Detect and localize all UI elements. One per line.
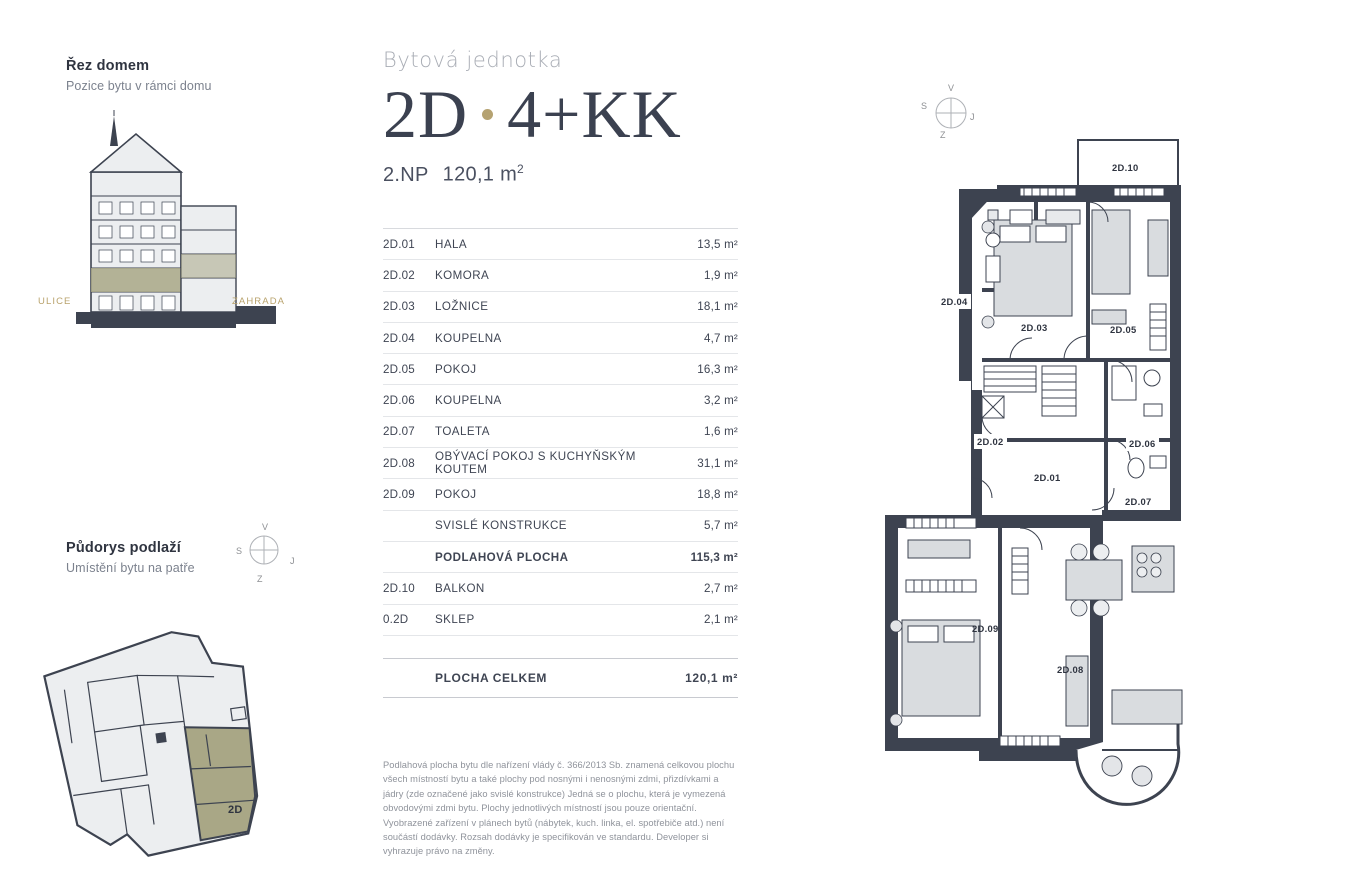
room-name: POKOJ	[435, 362, 477, 376]
room-name: POKOJ	[435, 488, 477, 502]
minimap-unit-label: 2D	[228, 804, 243, 816]
floorplan-title: Půdorys podlaží	[66, 540, 181, 556]
plan-label-2D08: 2D.08	[1057, 664, 1084, 675]
section-subtitle: Pozice bytu v rámci domu	[66, 79, 212, 93]
room-code: 2D.09	[383, 488, 415, 502]
room-name: SKLEP	[435, 613, 475, 627]
table-row	[383, 323, 738, 354]
compass-small-east: J	[290, 556, 295, 566]
unit-floor: 2.NP	[383, 163, 429, 186]
room-area: 1,6 m²	[703, 425, 738, 439]
building-section-drawing	[66, 110, 316, 360]
unit-header	[383, 48, 743, 187]
table-row	[383, 479, 738, 510]
compass-small-west: S	[236, 546, 243, 556]
table-row	[383, 448, 738, 479]
plan-label-2D04: 2D.04	[938, 294, 971, 309]
table-row	[383, 354, 738, 385]
plan-label-2D01: 2D.01	[1034, 472, 1061, 483]
compass-small-south: Z	[257, 574, 263, 584]
plan-label-2D10: 2D.10	[1112, 162, 1139, 173]
room-name: TOALETA	[435, 425, 490, 439]
room-name: HALA	[435, 237, 468, 251]
compass-large-west: S	[921, 101, 928, 111]
label-street: ULICE	[38, 296, 72, 307]
room-name: KOUPELNA	[435, 331, 502, 345]
table-row	[383, 229, 738, 260]
table-row	[383, 573, 738, 604]
table-row-total	[383, 658, 738, 698]
unit-subtitle	[383, 162, 743, 187]
section-heading-block	[66, 58, 316, 93]
room-code: 2D.07	[383, 425, 415, 439]
title-dot	[482, 109, 493, 120]
compass-large-east: J	[970, 112, 975, 122]
table-row	[383, 605, 738, 636]
room-code: 2D.08	[383, 456, 415, 470]
unit-layout: 4+KK	[507, 76, 682, 152]
room-name: KOMORA	[435, 268, 490, 282]
unit-area-unit: 2	[517, 162, 525, 176]
room-area: 13,5 m²	[697, 237, 738, 251]
plan-label-2D05: 2D.05	[1110, 324, 1137, 335]
room-name: LOŽNICE	[435, 300, 489, 314]
total-area: 120,1 m²	[685, 670, 738, 685]
room-area: 18,1 m²	[697, 300, 738, 314]
room-area: 5,7 m²	[703, 519, 738, 533]
header-eyebrow: Bytová jednotka	[383, 48, 563, 72]
plan-label-2D02: 2D.02	[974, 434, 1007, 449]
plan-label-2D07: 2D.07	[1122, 494, 1155, 509]
room-code: 2D.06	[383, 394, 415, 408]
room-table	[383, 228, 738, 698]
room-area: 4,7 m²	[703, 331, 738, 345]
table-row	[383, 417, 738, 448]
room-area: 18,8 m²	[697, 488, 738, 502]
room-area: 3,2 m²	[703, 394, 738, 408]
room-code: 2D.03	[383, 300, 415, 314]
table-row	[383, 292, 738, 323]
label-garden: ZAHRADA	[232, 296, 286, 307]
room-name: KOUPELNA	[435, 394, 502, 408]
apartment-floorplan	[860, 60, 1280, 840]
compass-large-north: V	[948, 83, 955, 93]
table-row	[383, 385, 738, 416]
room-code: 2D.02	[383, 268, 415, 282]
unit-area: 120,1 m	[442, 163, 518, 186]
room-area: 2,7 m²	[703, 581, 738, 595]
compass-small-north: V	[262, 522, 269, 532]
building-floor-minimap	[36, 612, 296, 862]
room-code: 2D.05	[383, 362, 415, 376]
unit-code: 2D	[383, 76, 469, 152]
floorplan-subtitle: Umístění bytu na patře	[66, 561, 195, 575]
page-title	[383, 76, 743, 152]
room-code: 2D.01	[383, 237, 415, 251]
legal-note: Podlahová plocha bytu dle nařízení vlády č. 366/2013 Sb. znamená celkovou plochu všech místností bytu a také plochy pod nosnými i nenosnými zdmi, přizdívkami a jádry (zde označené jako svislé konstrukce) Jedná se o plochu, která je vymezená obvodovými zdmi bytu. Plochy jednotlivých místností jsou pouze orientační. Vyobrazené zařízení v plánech bytů (nábytek, kuch. linka, el. spotřebiče atd.) není součástí dodávky. Rozsah dodávky je specifikován ve standardu. Developer si vyhrazuje právo na změny.	[383, 760, 735, 857]
table-row	[383, 260, 738, 291]
room-area: 115,3 m²	[690, 550, 738, 564]
section-title: Řez domem	[66, 58, 150, 74]
plan-label-2D09: 2D.09	[972, 623, 999, 634]
room-code: 0.2D	[383, 613, 409, 627]
room-code: 2D.04	[383, 331, 415, 345]
room-area: 31,1 m²	[697, 456, 738, 470]
room-name: BALKON	[435, 581, 485, 595]
plan-label-2D06: 2D.06	[1126, 436, 1159, 451]
compass-large-south: Z	[940, 130, 946, 140]
room-area: 1,9 m²	[703, 268, 738, 282]
room-name: OBÝVACÍ POKOJ S KUCHYŇSKÝM KOUTEM	[435, 450, 636, 477]
room-area: 2,1 m²	[703, 613, 738, 627]
table-row	[383, 511, 738, 542]
table-row-floor-area	[383, 542, 738, 573]
total-label: PLOCHA CELKEM	[435, 670, 548, 685]
room-code: 2D.10	[383, 581, 415, 595]
room-name: PODLAHOVÁ PLOCHA	[435, 550, 569, 564]
plan-label-2D03: 2D.03	[1021, 322, 1048, 333]
room-name: SVISLÉ KONSTRUKCE	[435, 519, 567, 533]
room-area: 16,3 m²	[697, 362, 738, 376]
